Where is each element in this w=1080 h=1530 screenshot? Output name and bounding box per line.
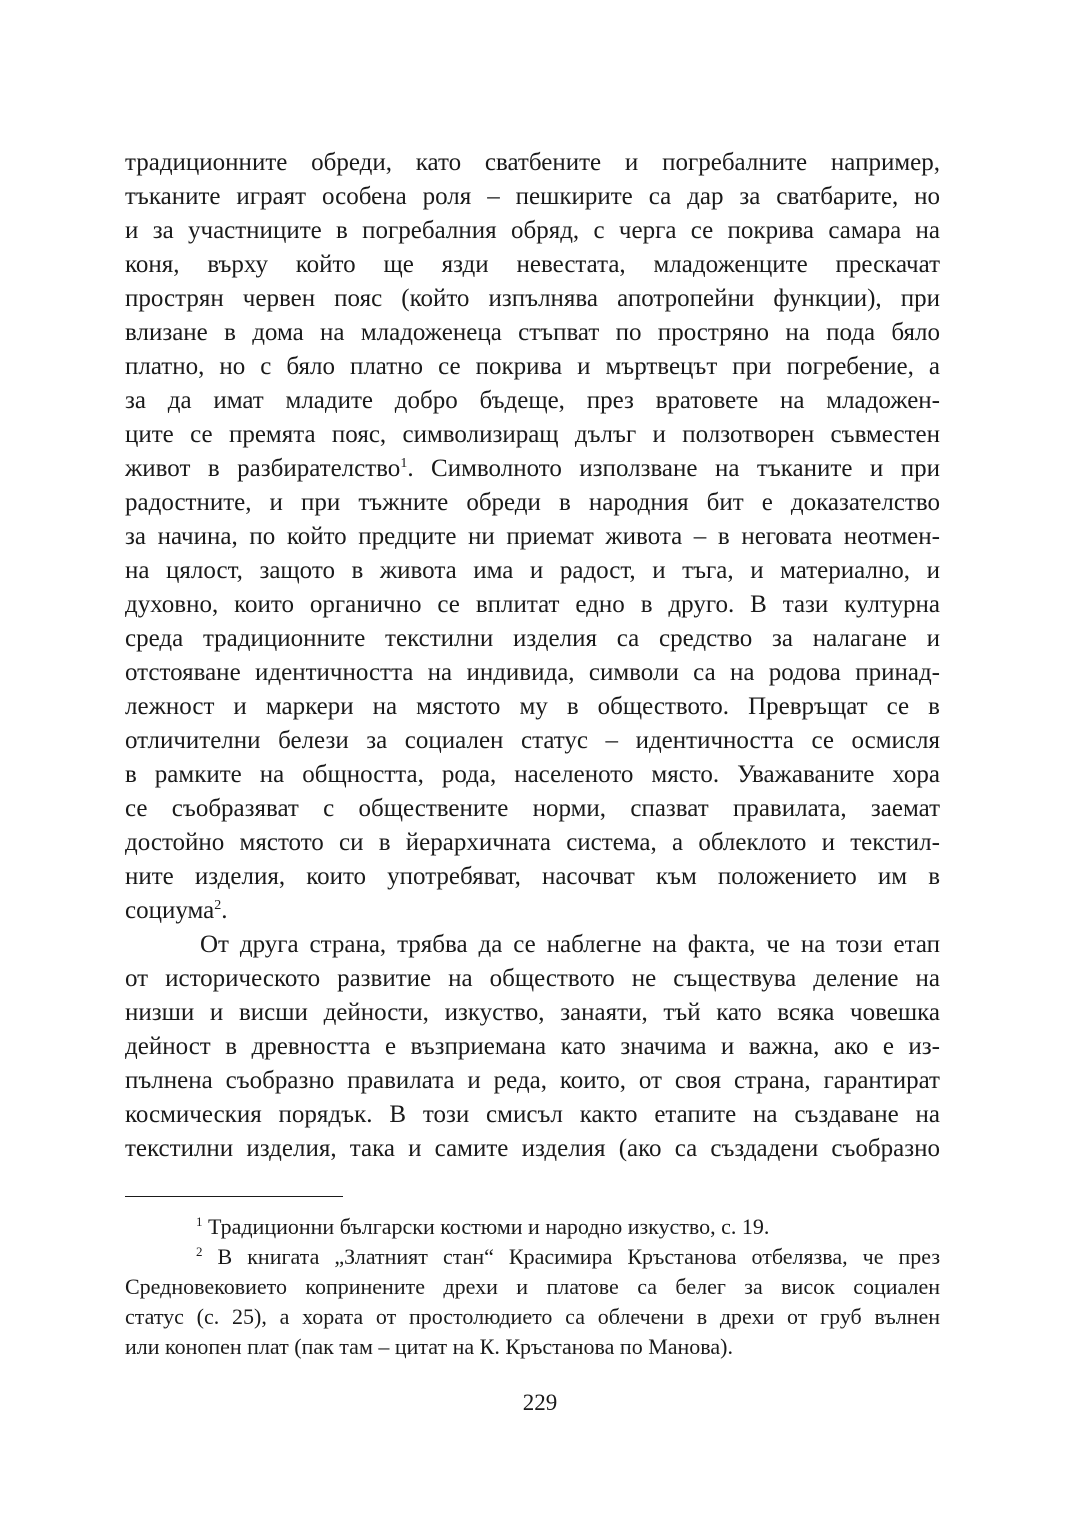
body-line: ните изделия, които употребяват, насочват към положението им в <box>125 863 940 890</box>
body-line: низши и висши дейности, изкуство, занаяти, тъй като всяка човешка <box>125 999 940 1026</box>
footnote-line: или конопен плат (пак там – цитат на К. Кръстанова по Манова). <box>125 1334 733 1359</box>
body-line: отстояване идентичността на индивида, символи са на родова принад- <box>125 659 940 686</box>
body-line: лежност и маркери на мястото му в обществото. Превръщат се в <box>125 693 940 720</box>
body-line: тъканите играят особена роля – пешкирите са дар за сватбарите, но <box>125 183 940 210</box>
footnote-separator <box>125 1196 343 1197</box>
footnote-ref-2[interactable]: 2 <box>214 898 222 913</box>
body-line: ците се премята пояс, символизиращ дълъг и ползотворен съвместен <box>125 421 940 448</box>
body-line: платно, но с бяло платно се покрива и мъртвецът при погребение, а <box>125 353 940 380</box>
body-line: влизане в дома на младоженеца стъпват по простряно на пода бяло <box>125 319 940 346</box>
body-line: пълнена съобразно правилата и реда, които, от своя страна, гарантират <box>125 1067 940 1094</box>
body-line: дейност в древността е възприемана като значима и важна, ако е из- <box>125 1033 940 1060</box>
footnote-2: $^2$ В книгата „Златният стан“ Красимира Кръстанова отбелязва, че през <box>196 1244 941 1269</box>
footnote-marker: 2 <box>196 1244 203 1259</box>
page-number: 229 <box>522 1390 558 1415</box>
body-line: От друга страна, трябва да се наблегне на факта, че на този етап <box>200 931 940 958</box>
body-line: коня, върху който ще язди невестата, младоженците прескачат <box>125 251 940 278</box>
body-line: космическия порядък. В този смисъл както етапите на създаване на <box>125 1101 940 1128</box>
body-line: достойно мястото си в йерархичната система, а облеклото и текстил- <box>125 829 940 856</box>
body-line: отличителни белези за социален статус – идентичността се осмисля <box>125 727 940 754</box>
body-line: традиционните обреди, като сватбените и погребалните например, <box>125 149 940 176</box>
body-line: живот в разбирателство$^1$. Символното използване на тъканите и при <box>125 455 941 482</box>
body-line: прострян червен пояс (който изпълнява апотропейни функции), при <box>125 285 940 312</box>
body-line: в рамките на общността, рода, населеното място. Уважаваните хора <box>125 761 940 788</box>
body-line: духовно, които органично се вплитат едно в друго. В тази културна <box>125 591 940 618</box>
body-line: се съобразяват с обществените норми, спазват правилата, заемат <box>125 795 940 822</box>
footnote-line: статус (с. 25), а хората от простолюдието са облечени в дрехи от груб вълнен <box>125 1304 940 1329</box>
body-line: социума$^2$. <box>125 897 228 924</box>
footnote-line: Средновековието копринените дрехи и платове са белег за висок социален <box>125 1274 940 1299</box>
footnote-1: $^1$ Традиционни български костюми и народно изкуство, с. 19. <box>196 1214 770 1239</box>
body-line: на цялост, защото в живота има и радост, и тъга, и материално, и <box>125 557 940 584</box>
body-line: текстилни изделия, така и самите изделия (ако са създадени съобразно <box>125 1135 940 1162</box>
footnote-marker: 1 <box>196 1214 203 1229</box>
body-line: среда традиционните текстилни изделия са средство за налагане и <box>125 625 940 652</box>
body-line: за начина, по който предците ни приемат живота – в неговата неотмен- <box>125 523 940 550</box>
body-line: и за участниците в погребалния обряд, с черга се покрива самара на <box>125 217 940 244</box>
body-line: радостните, и при тъжните обреди в народния бит е доказателство <box>125 489 940 516</box>
body-line: за да имат младите добро бъдеще, през вратовете на младожен- <box>125 387 940 414</box>
footnote-ref-1[interactable]: 1 <box>400 456 408 471</box>
body-line: от историческото развитие на обществото не съществува деление на <box>125 965 940 992</box>
